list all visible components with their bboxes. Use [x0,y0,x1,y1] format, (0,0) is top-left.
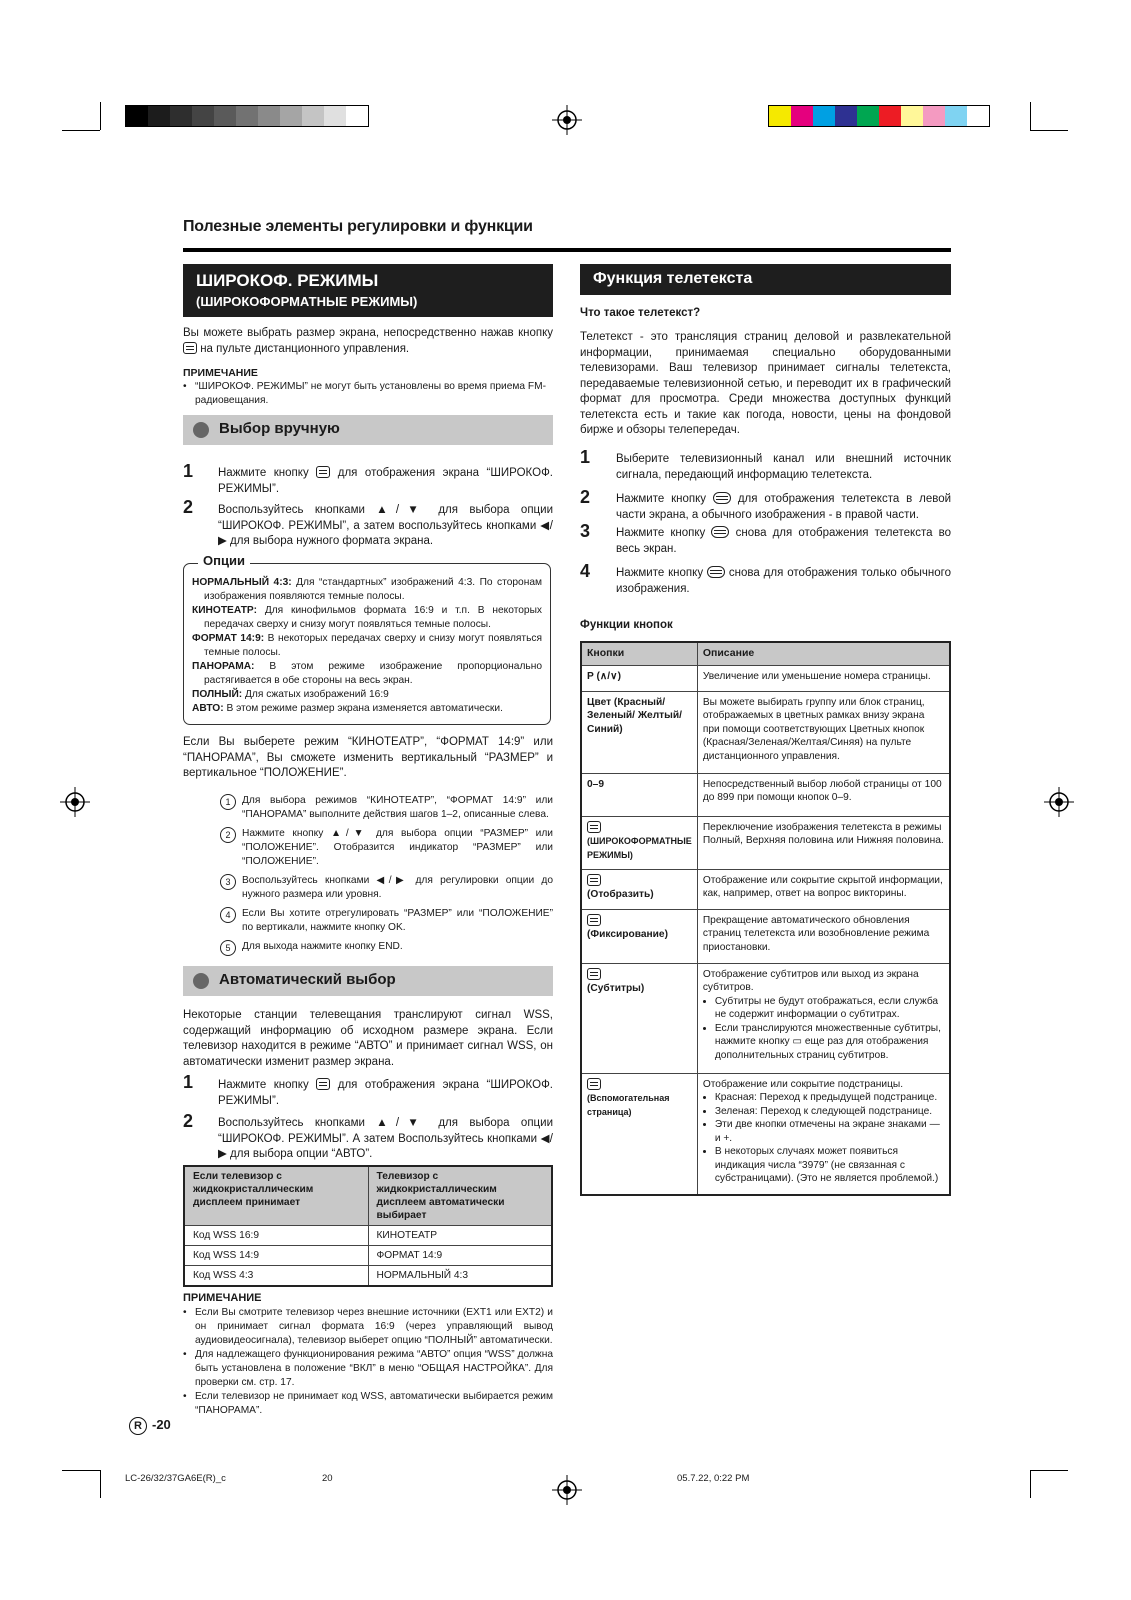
option-item [192,576,542,604]
options-box [183,553,551,725]
table-row [581,773,950,816]
table-cell: Код WSS 16:9 [184,1226,368,1246]
table-cell: ФОРМАТ 14:9 [368,1246,552,1266]
color-swatch [280,106,302,126]
color-swatch [236,106,258,126]
color-swatch [126,106,148,126]
process-color-bar [768,105,990,127]
description-text: Отображение субтитров или выход из экрана субтитров. [702,968,919,993]
subsection-title: Выбор вручную [219,420,340,437]
table-row [184,1226,552,1246]
option-item [192,632,542,660]
step-text-a: Нажмите кнопку [616,527,706,539]
note-text: Для надлежащего функционирования режима “АВТО” опция “WSS” должна быть установлена в положение “ВКЛ” в меню “ОБЩАЯ НАСТРОЙКА”. Для проверки см. стр. 17. [195,1349,553,1388]
subsection-title: Автоматический выбор [219,971,396,988]
description-text: Вы можете выбирать группу или блок страниц, отображаемых в цветных рамках внизу экрана при помощи соответствующих Цветных кнопок (Красная/Зеленая/Желтая/Синяя) на пульте дистанционного управления. [702,696,925,762]
bullet: • [183,1349,187,1360]
color-swatch [769,106,791,126]
option-label: НОРМАЛЬНЫЙ 4:3: [192,577,292,588]
buttons-table [580,641,951,1196]
options-title: Опции [198,553,250,568]
table-cell: КИНОТЕАТР [368,1226,552,1246]
step-number: 1 [183,1072,194,1092]
subheading: Что такое телетекст? [580,307,701,319]
step-text [616,566,951,597]
color-swatch [835,106,857,126]
sub-step [220,827,553,869]
description-text: Прекращение автоматического обновления страниц телетекста или возобновление режима приостановки. [702,914,930,953]
key-label: (ШИРОКОФОРМАТНЫЕ РЕЖИМЫ) [587,836,692,860]
step-text-a: Нажмите кнопку [218,467,309,479]
step-number: 2 [183,497,194,517]
color-swatch [148,106,170,126]
teletext-intro: Телетекст - это трансляция страниц деловой и развлекательной информации, принимаемая специально оборудованными телевизорами. Ваш телевизор принимает сигналы телетекста, передаваемые телевизионной сетью, и переводит их в графический формат для просмотра. Среди множества доступных функций телетекста есть и такие как погода, новости, цены на фондовой бирже и обзоры телепередач. [580,331,951,436]
step-circle-number: 2 [220,827,236,843]
color-swatch [813,106,835,126]
registration-target-icon [60,787,90,817]
wide-mode-icon [183,342,197,354]
option-item [192,660,542,688]
key-cell [581,963,697,1073]
color-swatch [192,106,214,126]
step-number: 3 [580,521,591,541]
key-cell [581,691,697,773]
table-row [581,869,950,909]
step-number: 1 [183,461,194,481]
step-text-b: для отображения экрана “ШИРОКОФ. РЕЖИМЫ”. [218,1079,554,1107]
intro-text: Вы можете выбрать размер экрана, непосредственно нажав кнопку [183,327,553,339]
page-number: -20 [152,1417,171,1432]
key-label: (Вспомогательная страница) [587,1093,670,1117]
table-header-cell: Телевизор с жидкокристаллическим дисплеем автоматически выбирает [368,1166,552,1226]
color-swatch [901,106,923,126]
key-label: (Фиксирование) [587,929,668,940]
description-cell [697,816,950,869]
description-text: Переключение изображения телетекста в режимы Полный, Верхняя половина или Нижняя половина. [702,821,944,846]
reveal-icon [587,874,601,886]
description-cell [697,665,950,691]
step-text [218,1078,553,1109]
teletext-icon [713,492,731,504]
intro-text-end: на пульте дистанционного управления. [200,342,410,355]
subpage-icon [587,1078,601,1090]
description-cell [697,963,950,1073]
color-swatch [346,106,368,126]
section-title-bar [183,264,553,317]
note-label: ПРИМЕЧАНИЕ [183,1292,262,1304]
description-text: Непосредственный выбор любой страницы от 100 до 899 при помощи кнопок 0–9. [702,778,942,803]
key-cell [581,773,697,816]
bullet: • [183,1307,187,1318]
step-circle-number: 4 [220,907,236,923]
note-item: • “ШИРОКОФ. РЕЖИМЫ” не могут быть установлены во время приема FM-радиовещания. [183,380,553,408]
step-text-a: Выберите телевизионный канал или внешний источник сигнала, передающий информацию телетекста. [616,453,951,481]
teletext-step [580,487,952,523]
option-label: АВТО: [192,703,224,714]
sub-step-text: Для выхода нажмите кнопку END. [242,941,403,952]
after-options-paragraph: Если Вы выберете режим “КИНОТЕАТР”, “ФОРМАТ 14:9” или “ПАНОРАМА”, Вы сможете изменить вертикальный “РАЗМЕР” и вертикальное “ПОЛОЖЕНИЕ”. [183,736,553,779]
wide-mode-icon [316,1078,330,1090]
color-swatch [214,106,236,126]
page-header: Полезные элементы регулировки и функции [183,218,533,235]
table-cell: НОРМАЛЬНЫЙ 4:3 [368,1266,552,1287]
subtitle-icon [587,968,601,980]
registration-target-icon [552,1475,582,1505]
sub-step-text: Для выбора режимов “КИНОТЕАТР”, “ФОРМАТ 14:9” или “ПАНОРАМА” выполните действия шагов 1–2, описанные слева. [242,795,553,820]
description-text: Увеличение или уменьшение номера страницы. [702,670,931,682]
key-label: 0–9 [587,778,604,790]
crop-mark [1030,130,1068,131]
note-text: Если телевизор не принимает код WSS, автоматически выбирается режим “ПАНОРАМА”. [195,1391,553,1416]
header-rule [183,248,951,252]
color-swatch [967,106,989,126]
crop-mark [100,102,101,130]
notes-list [183,1306,553,1418]
table-header-cell: Описание [697,642,950,665]
option-label: ФОРМАТ 14:9: [192,633,265,644]
key-cell [581,1073,697,1195]
step-text-a: Нажмите кнопку [616,567,704,579]
crop-mark [100,1470,101,1498]
color-swatch [170,106,192,126]
teletext-step [580,521,952,557]
subsection-manual [183,415,553,445]
wide-mode-icon [316,466,330,478]
step-text-a: Нажмите кнопку [218,1079,309,1091]
auto-intro: Некоторые станции телевещания транслируют сигнал WSS, содержащий информацию об исходном размере экрана. Если телевизор находится в режиме “АВТО” и принимает сигнал WSS, он автоматически изменит размер экрана. [183,1009,553,1068]
table-row [581,691,950,773]
crop-mark [1030,1470,1068,1471]
option-item [192,604,542,632]
registration-target-icon [1044,787,1074,817]
section-title: Функция телетекста [593,270,753,287]
step-text [616,526,951,557]
key-label: Цвет (Красный/ Зеленый/ Желтый/ Синий) [587,696,682,735]
table-row [581,909,950,963]
table-row [581,1073,950,1195]
option-item [192,702,542,716]
step-circle-number: 5 [220,940,236,956]
option-label: ПАНОРАМА: [192,661,255,672]
bullet-dot-icon [193,973,209,989]
description-cell [697,869,950,909]
footer-file: LC-26/32/37GA6E(R)_c [125,1473,226,1484]
table-cell: Код WSS 14:9 [184,1246,368,1266]
step-number: 4 [580,561,591,581]
option-label: ПОЛНЫЙ: [192,689,243,700]
crop-mark [1030,1470,1031,1498]
crop-mark [62,130,100,131]
sub-step-text: Воспользуйтесь кнопками ◀/▶ для регулировки опции до нужного размера или уровня. [242,875,553,900]
description-cell [697,1073,950,1195]
section-title: ШИРОКОФ. РЕЖИМЫ [196,271,379,290]
key-cell [581,665,697,691]
teletext-icon [707,566,725,578]
description-text: Отображение или сокрытие скрытой информации, как, например, ответ на вопрос викторины. [702,874,943,899]
step-text: Воспользуйтесь кнопками ▲/▼ для выбора опции “ШИРОКОФ. РЕЖИМЫ”, а затем воспользуйтесь кнопками ◀/▶ для выбора нужного формата экрана. [218,504,553,547]
key-cell [581,909,697,963]
description-cell [697,909,950,963]
key-label: (Субтитры) [587,983,645,994]
bullet-list [703,1091,944,1186]
bullet-list [703,995,944,1063]
footer-date: 05.7.22, 0:22 PM [677,1473,750,1484]
color-swatch [857,106,879,126]
sub-step-text: Если Вы хотите отрегулировать “РАЗМЕР” или “ПОЛОЖЕНИЕ” по вертикали, нажмите кнопку OK. [242,908,553,933]
color-swatch [923,106,945,126]
sub-step [220,907,553,935]
bullet-item: • В некоторых случаях может появиться индикация числа “3979” (не связанная с субстраницами). (Это не является проблемой.) [715,1145,944,1186]
step-text [616,452,951,483]
step-number: 1 [580,447,591,467]
sub-step [220,794,553,822]
note-text: Если Вы смотрите телевизор через внешние источники (EXT1 или EXT2) и он принимает сигнал формата 16:9 (через управляющий вывод аудиовидеосигнала), телевизор выберет опцию “ПОЛНЫЙ” автоматически. [195,1307,553,1346]
color-swatch [302,106,324,126]
description-cell [697,691,950,773]
color-swatch [879,106,901,126]
step-text [616,492,951,523]
option-text: В этом режиме размер экрана изменяется автоматически. [223,703,503,714]
color-swatch [791,106,813,126]
step-text-b: для отображения экрана “ШИРОКОФ. РЕЖИМЫ”. [218,467,554,495]
sub-step [220,874,553,902]
option-item [192,688,542,702]
wss-table [183,1165,553,1287]
step-number: 2 [183,1111,194,1131]
option-label: КИНОТЕАТР: [192,605,257,616]
table-row [581,963,950,1073]
step-text: Воспользуйтесь кнопками ▲/▼ для выбора опции “ШИРОКОФ. РЕЖИМЫ”. А затем Воспользуйтесь кнопками ◀/▶ для выбора опции “АВТО”. [218,1117,553,1160]
teletext-icon [711,526,729,538]
description-cell [697,773,950,816]
option-text: Для сжатых изображений 16:9 [242,689,389,700]
step-number: 2 [580,487,591,507]
bullet-item: • Зеленая: Переход к следующей подстранице. [715,1105,944,1119]
color-swatch [324,106,346,126]
key-label: (Отобразить) [587,889,654,900]
teletext-step [580,561,952,597]
grayscale-color-bar [125,105,369,127]
table-header-row [184,1166,552,1226]
section-title-bar [580,264,951,295]
bullet-dot-icon [193,422,209,438]
description-text: Отображение или сокрытие подстраницы. [702,1078,904,1090]
note-item [183,1306,553,1348]
bullet-item: • Субтитры не будут отображаться, если служба не содержит информации о субтитрах. [715,995,944,1022]
wide-mode-icon [587,821,601,833]
note-item [183,1348,553,1390]
table-header-cell: Кнопки [581,642,697,665]
sub-steps-list [220,794,553,959]
sub-step [220,940,553,954]
color-swatch [258,106,280,126]
bullet-item: • Эти две кнопки отмечены на экране знаками — и +. [715,1118,944,1145]
note-label: ПРИМЕЧАНИЕ [183,367,258,379]
option-text: Для “стандартных” изображений 4:3. По сторонам изображения появляются темные полосы. [204,577,542,602]
bullet-item: • Красная: Переход к предыдущей подстранице. [715,1091,944,1105]
step-circle-number: 3 [220,874,236,890]
step-text-a: Нажмите кнопку [616,493,707,505]
key-cell [581,869,697,909]
key-cell [581,816,697,869]
step-text [218,466,553,497]
step-text-b: снова для отображения телетекста во весь экран. [616,527,952,555]
registration-target-icon [552,105,582,135]
options-list [192,576,542,716]
section-subtitle: (ШИРОКОФОРМАТНЫЕ РЕЖИМЫ) [196,294,418,309]
table-cell: Код WSS 4:3 [184,1266,368,1287]
bullet: • [183,1391,187,1402]
key-label: P (∧/∨) [587,670,621,682]
note-text: “ШИРОКОФ. РЕЖИМЫ” не могут быть установлены во время приема FM-радиовещания. [195,381,546,406]
subheading: Функции кнопок [580,619,673,631]
sub-step-text: Нажмите кнопку ▲/▼ для выбора опции “РАЗМЕР” или “ПОЛОЖЕНИЕ”. Отобразится индикатор “РАЗМЕР” или “ПОЛОЖЕНИЕ”. [242,828,553,867]
step-text-b: снова для отображения только обычного изображения. [616,567,952,595]
table-row [581,665,950,691]
step-circle-number: 1 [220,794,236,810]
crop-mark [62,1470,100,1471]
step-text-b: для отображения телетекста в левой части экрана, а обычного изображения - в правой части. [616,493,952,521]
table-header-row [581,642,950,665]
intro-paragraph [183,326,553,357]
region-badge: R [129,1417,147,1435]
table-row [581,816,950,869]
table-header-cell: Если телевизор с жидкокристаллическим дисплеем принимает [184,1166,368,1226]
option-text: Для кинофильмов формата 16:9 и т.п. В некоторых передачах сверху и снизу могут появляться темные полосы. [204,605,542,630]
teletext-step [580,447,951,483]
bullet-item: • Если транслируются множественные субтитры, нажмите кнопку ▭ еще раз для отображения дополнительных страниц субтитров. [715,1022,944,1063]
crop-mark [1030,102,1031,130]
option-text: В некоторых передачах сверху и снизу могут появляться темные полосы. [204,633,542,658]
color-swatch [945,106,967,126]
table-row [184,1246,552,1266]
hold-icon [587,914,601,926]
note-item [183,1390,553,1418]
table-row [184,1266,552,1287]
subsection-auto [183,966,553,996]
option-text: В этом режиме изображение пропорционально растягивается в обе стороны на весь экран. [204,661,542,686]
footer-page: 20 [322,1473,333,1484]
